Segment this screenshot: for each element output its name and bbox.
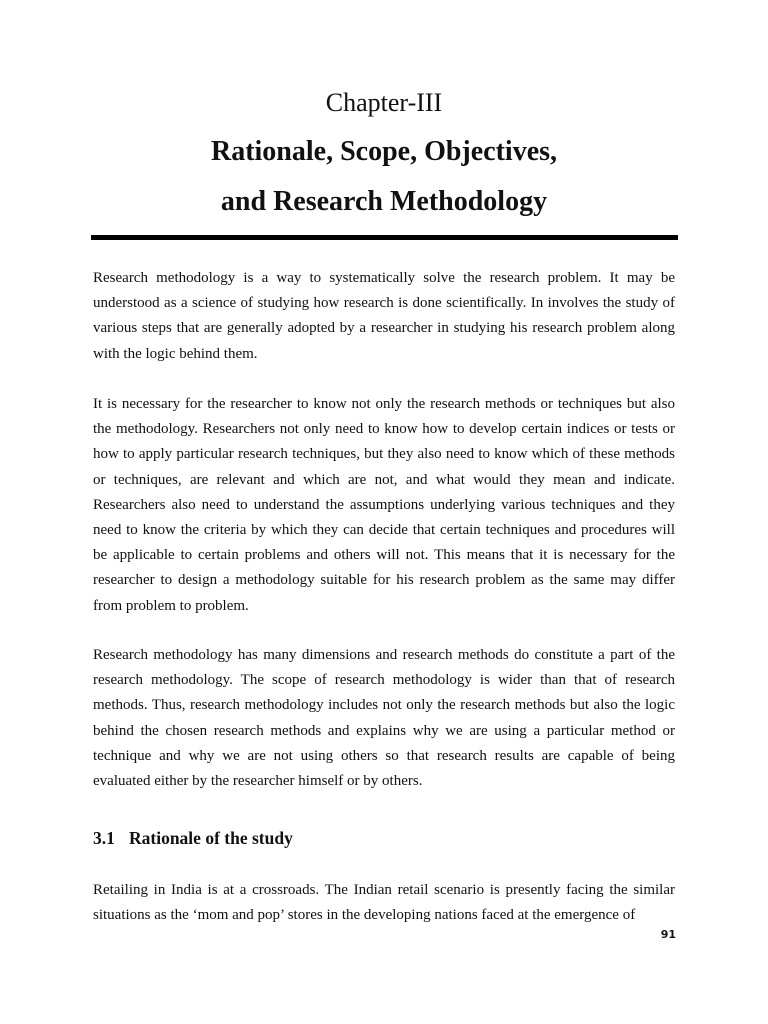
- section-title: Rationale of the study: [129, 828, 293, 848]
- chapter-title-line-1: Rationale, Scope, Objectives,: [210, 136, 558, 167]
- title-divider: [91, 235, 678, 240]
- chapter-label: Chapter-III: [325, 88, 443, 117]
- page-number: 91: [660, 928, 676, 941]
- paragraph-methodology-knowledge: It is necessary for the researcher to know not only the research methods or techniques but also the methodology. Researchers not only need to know how to develop certain indices or tests or how to apply particular research techniques, but they also need to know which of these methods or techniques, are relevant and which are not, and what would they mean and indicate. Researchers also need to understand the assumptions underlying various techniques and they need to know the criteria by which they can decide that certain techniques and procedures will be applicable to certain problems and others will not. This means that it is necessary for the researcher to design a methodology suitable for his research problem as the same may differ from problem to problem.: [93, 396, 675, 614]
- section-number: 3.1: [93, 828, 115, 848]
- paragraph-intro: Research methodology is a way to systematically solve the research problem. It may be understood as a science of studying how research is done scientifically. In involves the study of various steps that are generally adopted by a researcher in studying his research problem along with the logic behind them.: [93, 270, 675, 362]
- section-heading: [93, 826, 293, 850]
- paragraph-methodology-scope: Research methodology has many dimensions and research methods do constitute a part of the research methodology. The scope of research methodology is wider than that of research methods. Thus, research methodology includes not only the research methods but also the logic behind the chosen research methods and explains why we are using a particular method or technique and why we are not using others so that research results are capable of being evaluated either by the researcher himself or by others.: [93, 647, 675, 790]
- chapter-title-line-2: and Research Methodology: [220, 186, 548, 217]
- paragraph-rationale: Retailing in India is at a crossroads. The Indian retail scenario is presently facing the similar situations as the ‘mom and pop’ stores in the developing nations faced at the emergence of: [93, 882, 675, 924]
